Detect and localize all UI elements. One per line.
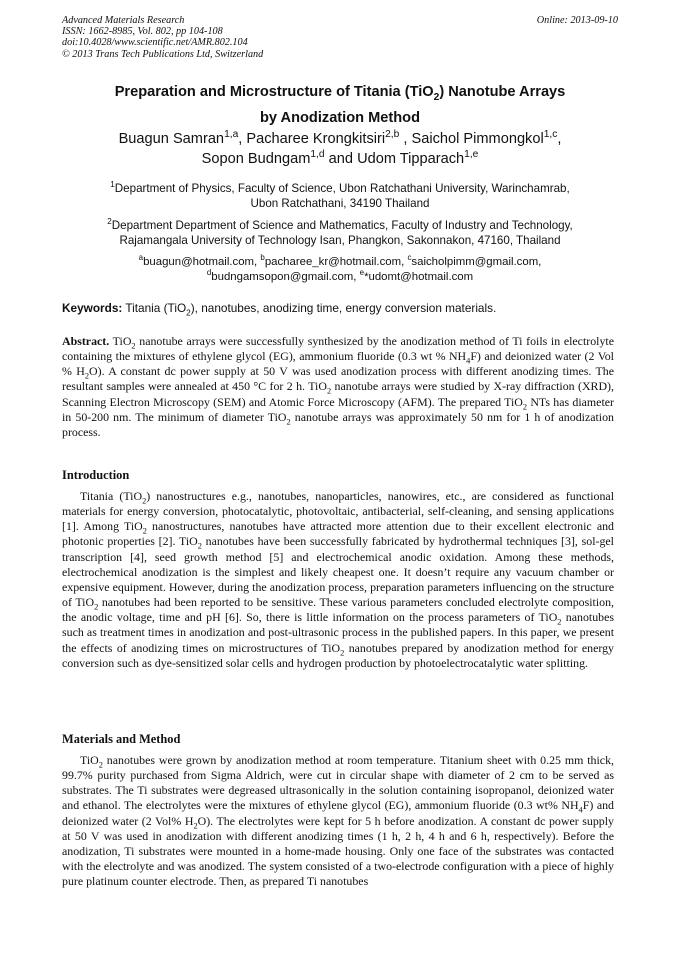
subscript: 2 [142,526,147,536]
author-affiliation-mark: 2,b [385,129,400,141]
email-link[interactable]: budngamsopon@gmail.com, [211,271,360,283]
author-name: Pacharee Krongkitsiri [246,131,386,147]
author-name: Saichol Pimmongkol [411,131,544,147]
affiliation-line: Ubon Ratchathani, 34190 Thailand [250,197,430,210]
email-mark: e [359,268,365,278]
section-heading-materials-and-method: Materials and Method [62,732,181,746]
author-separator: and [324,151,358,167]
author-affiliation-mark: 1,a [224,129,239,141]
email-mark: d [206,268,212,278]
title-line-1 [62,79,618,105]
subscript: 2 [340,647,345,657]
journal-doi: doi:10.4028/www.scientific.net/AMR.802.104 [62,37,248,49]
online-date: Online: 2013-09-10 [536,15,618,26]
affiliation-1 [62,181,618,211]
abstract-text: nanotube arrays was approximately 50 nm for 1 h of anodization process. [62,409,614,439]
email-mark: b [260,253,265,263]
author-name: Sopon Budngam [201,151,311,167]
title-text: ) Nanotube Arrays [439,84,566,100]
subscript: 2 [94,602,99,612]
subscript: 2 [522,402,528,411]
introduction-paragraph [62,489,614,671]
email-link[interactable]: buagun@hotmail.com, [143,256,261,268]
affiliation-line: Rajamangala University of Technology Isan, Phangkon, Sakonnakon, 47160, Thailand [119,234,561,247]
keywords-text: Titania (TiO [122,301,187,315]
subscript: 4 [578,805,583,815]
subscript: 2 [131,341,136,351]
subscript: 2 [557,617,562,627]
materials-paragraph [62,753,614,889]
paper-title [62,79,618,131]
abstract-text: nanotube arrays were successfully synthesized by the anodization method of Ti foils in electrolyte containing the mixtures of ethylene glycol (EG), ammonium fluoride (0.3 wt % NH [62,334,615,364]
body-text: F) and deionized water (2 Vol% H [62,798,614,828]
author-name: Buagun Samran [118,131,225,147]
journal-issn: ISSN: 1662-8985, Vol. 802, pp 104-108 [62,26,223,38]
title-subscript: 2 [433,91,440,103]
subscript: 2 [193,821,198,830]
subscript: 2 [142,496,147,506]
email-mark: a [138,253,144,263]
body-text: nanotubes had been reported to be sensitive. These various parameters concluded electrolyte composition, the anodic voltage, time and pH [6]. So, there is little information on the process parameters of TiO [62,595,615,625]
author-name: Udom Tipparach [357,151,465,167]
abstract-text: F) and deionized water (2 Vol % H [62,349,614,379]
body-text: TiO [80,753,99,767]
affiliation-number: 2 [107,217,112,227]
subscript: 4 [466,356,471,366]
email-link[interactable]: saicholpimm@gmail.com, [411,256,542,268]
affiliation-line: Department Department of Science and Mathematics, Faculty of Industry and Technology, [111,219,573,232]
affiliation-2 [62,218,618,248]
body-text: nanotubes were grown by anodization method at room temperature. Titanium sheet with 0.25 mm thick, 99.7% purity purchased from Sigma Aldrich, were cut in circular shape with diameter of 2 cm to be served as substrates. The Ti substrates were degreased ultrasonically in the solution containing isopropanol, deionized water and ethanol. The electrolytes were the mixtures of ethylene glycol (EG), ammonium fluoride (0.3 wt% NH [62,753,614,813]
journal-copyright: © 2013 Trans Tech Publications Ltd, Switzerland [62,48,264,60]
email-mark: c [407,253,412,263]
author-separator: , [238,131,247,147]
keywords-text: ), nanotubes, anodizing time, energy conversion materials. [190,301,497,315]
abstract-text: TiO [109,334,132,348]
email-link[interactable]: pacharee_kr@hotmail.com, [264,256,408,268]
email-link[interactable]: *udomt@hotmail.com [364,271,474,283]
author-separator: , [557,131,562,147]
author-affiliation-mark: 1,d [310,149,325,161]
keywords-label: Keywords: [62,301,123,315]
abstract-paragraph [62,334,614,440]
body-text: nanostructures, nanotubes have attracted more attention due to their excellent electronic and photonic properties [2]. TiO [62,519,614,549]
body-text: nanotubes prepared by anodization method for energy conversion such as dye-sensitized solar cells and hydrogen production by photoelectrocatalytic water splitting. [62,640,614,670]
author-affiliation-mark: 1,e [464,149,479,161]
body-text: ) nanostructures e.g., nanotubes, nanoparticles, nanowires, etc., are considered as functional materials for energy conversion, photocatalytic, photovoltaic, antibacterial, self-cleaning, and sensing applications [1]. Among TiO [62,489,614,534]
subscript: 2 [197,541,202,551]
subscript: 2 [84,371,90,381]
affiliation-line: Department of Physics, Faculty of Science, Ubon Ratchathani University, Warinchamrab, [114,182,570,195]
title-line-2: by Anodization Method [260,110,420,126]
subscript: 2 [326,386,332,396]
body-text: nanotubes have been successfully fabricated by hydrothermal techniques [3], sol-gel transcription [4], seed growth method [5] and electrochemical anodic oxidation. Among these methods, electrochemical anodization is the simplest and likely cheapest one. It doesn’t require any vacuum chamber or expensive equipment. However, during the anodization process, preparation parameters influencing on the structure of TiO [62,534,614,610]
abstract-label: Abstract. [62,334,110,348]
abstract-text: NTs has diameter in 50-200 nm. The minimum of diameter TiO [62,394,614,424]
body-text: Titania (TiO [80,489,143,503]
journal-name: Advanced Materials Research [62,15,185,26]
subscript: 2 [98,760,103,770]
email-list [62,255,618,285]
affiliation-number: 1 [110,180,115,190]
author-affiliation-mark: 1,c [543,129,558,141]
author-separator: , [399,131,412,147]
abstract-text: nanotube arrays were studied by X-ray diffraction (XRD), Scanning Electron Microscopy (SEM) and Atomic Force Microscopy (AFM). The prepared TiO [62,379,614,409]
abstract-text: O). A constant dc power supply at 50 V was used anodization process with different anodizing times. The resultant samples were annealed at 450 °C for 2 h. TiO [62,364,615,394]
author-list [62,129,618,169]
journal-header [62,15,618,60]
title-text: Preparation and Microstructure of Titania (TiO [114,84,434,100]
section-heading-introduction: Introduction [62,468,130,482]
keywords [62,301,618,316]
keywords-subscript: 2 [186,308,191,318]
subscript: 2 [286,417,291,427]
body-text: O). The electrolytes were kept for 5 h before anodization. A constant dc power supply at 50 V was used in anodization with different anodizing times (1 h, 2 h, 4 h and 6 h, respectively). Before the anodization, Ti substrates were mounted in a home-made housing. Only one face of the substrates was contacted with the electrolyte and was anodized. The system consisted of a two-electrode configuration with a piece of highly pure platinum counter electrode. Then, as prepared Ti nanotubes [62,813,614,889]
body-text: nanotubes such as treatment times in anodization and post-ultrasonic process in the published papers. In this paper, we present the effects of anodizing times on microstructures of TiO [62,610,615,655]
